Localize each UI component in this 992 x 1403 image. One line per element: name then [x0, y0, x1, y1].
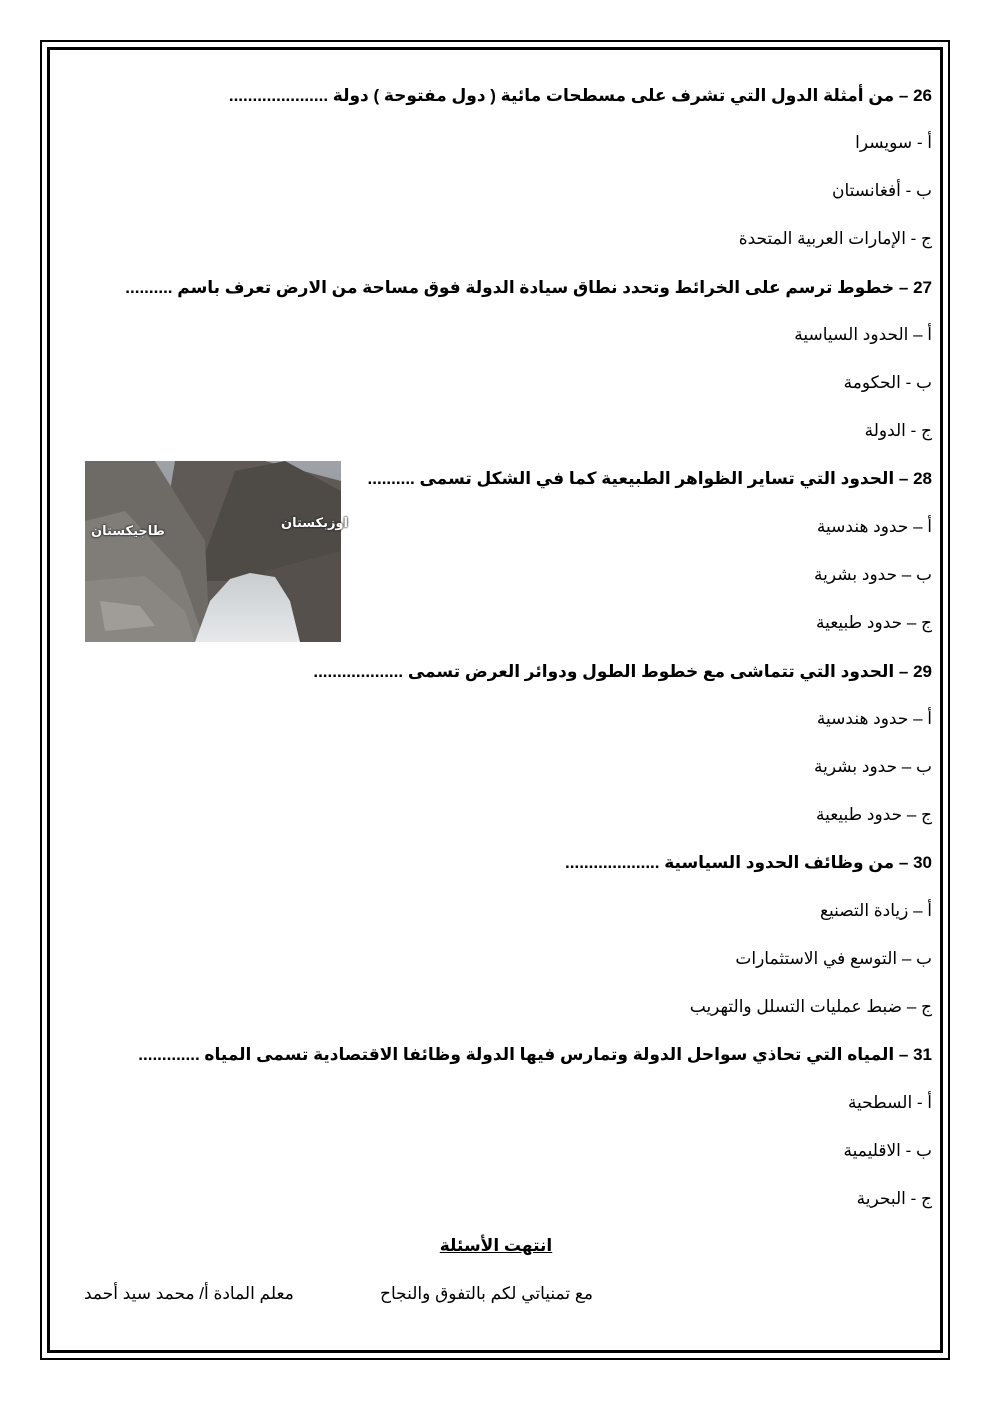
question-28-stem: 28 – الحدود التي تساير الظواهر الطبيعية كما في الشكل تسمى .......... — [367, 469, 932, 488]
question-28-option-a: أ – حدود هندسية — [816, 517, 932, 536]
question-30-stem: 30 – من وظائف الحدود السياسية .................... — [565, 853, 932, 872]
question-31-option-c: ج - البحرية — [856, 1189, 932, 1208]
question-31-stem: 31 – المياه التي تحاذي سواحل الدولة وتمارس فيها الدولة وظائفا الاقتصادية تسمى المياه ............. — [138, 1045, 932, 1064]
photo-label-tajikistan: طاجيكستان — [91, 523, 165, 538]
question-29-stem: 29 – الحدود التي تتماشى مع خطوط الطول ودوائر العرض تسمى ................... — [313, 662, 932, 681]
question-27-option-b: ب - الحكومة — [843, 373, 932, 392]
question-29-option-c: ج – حدود طبيعية — [815, 805, 932, 824]
question-28-option-b: ب – حدود بشرية — [814, 565, 932, 584]
question-30-option-a: أ – زيادة التصنيع — [819, 901, 932, 920]
question-31-option-a: أ - السطحية — [847, 1093, 932, 1112]
question-26-option-c: ج - الإمارات العربية المتحدة — [738, 229, 932, 248]
question-28-option-c: ج – حدود طبيعية — [815, 613, 932, 632]
photo-label-uzbekistan: اوزبكستان — [281, 515, 348, 530]
question-29-option-a: أ – حدود هندسية — [816, 709, 932, 728]
question-27-option-a: أ – الحدود السياسية — [794, 325, 932, 344]
border-river-photo — [85, 461, 348, 642]
question-30-option-b: ب – التوسع في الاستثمارات — [735, 949, 932, 968]
question-27-option-c: ج - الدولة — [864, 421, 932, 440]
question-31-option-b: ب - الاقليمية — [843, 1141, 932, 1160]
question-26-option-a: أ - سويسرا — [855, 133, 932, 152]
question-26-stem: 26 – من أمثلة الدول التي تشرف على مسطحات مائية ( دول مفتوحة ) دولة ..................... — [228, 86, 932, 105]
footer-teacher: معلم المادة أ/ محمد سيد أحمد — [84, 1284, 294, 1303]
question-30-option-c: ج – ضبط عمليات التسلل والتهريب — [689, 997, 932, 1016]
end-of-questions-title — [0, 1236, 992, 1256]
question-27-stem: 27 – خطوط ترسم على الخرائط وتحدد نطاق سيادة الدولة فوق مساحة من الارض تعرف باسم .......... — [125, 278, 932, 297]
question-26-option-b: ب - أفغانستان — [831, 181, 932, 200]
question-29-option-b: ب – حدود بشرية — [814, 757, 932, 776]
end-of-questions-text: انتهت الأسئلة — [439, 1236, 553, 1255]
footer-wishes: مع تمنياتي لكم بالتفوق والنجاح — [380, 1284, 593, 1303]
